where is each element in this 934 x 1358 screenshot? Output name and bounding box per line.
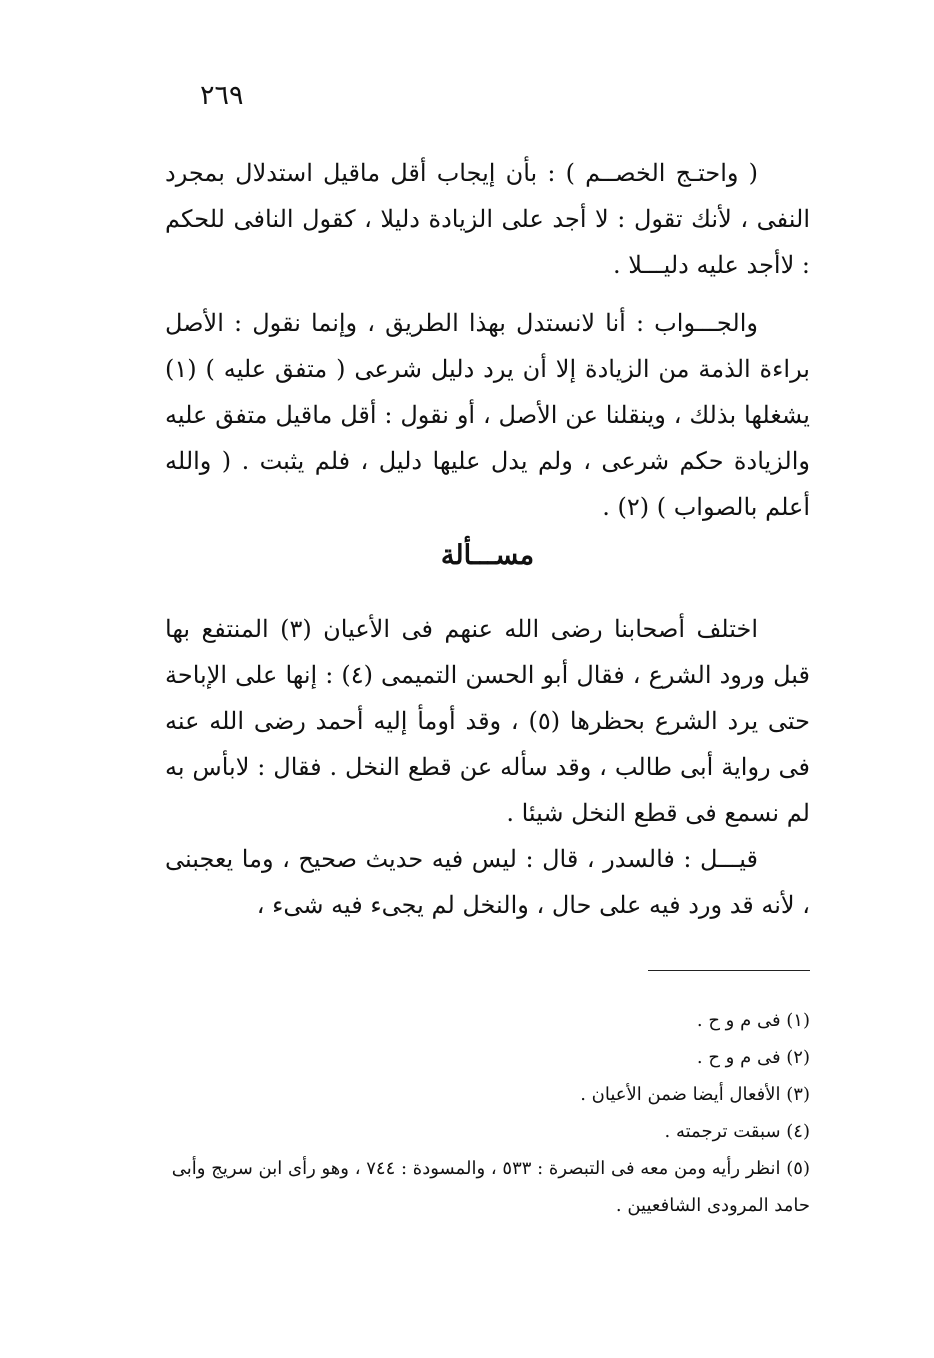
page-number: ٢٦٩	[200, 80, 244, 111]
paragraph-text	[165, 300, 810, 530]
paragraph-body: اختلف أصحابنا رضى الله عنهم فى الأعيان (٣) المنتفع بها قبل ورود الشرع ، فقال أبو الحسن التميمى (٤) : إنها على الإباحة حتى يرد الشرع بحظرها (٥) ، وقد أومأ إليه أحمد رضى الله عنه فى رواية أبى طالب ، وقد سأله عن قطع النخل . فقال : لابأس به لم نسمع فى قطع النخل شيئا .	[165, 615, 811, 827]
paragraph-text	[165, 836, 810, 928]
footnotes	[165, 1002, 810, 1224]
footnote-5: (٥) انظر رأيه ومن معه فى التبصرة : ٥٣٣ ، والمسودة : ٧٤٤ ، وهو رأى ابن سريج وأبى حامد المرودى الشافعيين .	[171, 1158, 810, 1216]
footnote-4: (٤) سبقت ترجمته .	[664, 1121, 810, 1142]
paragraph-body: والجـــواب : أنا لانستدل بهذا الطريق ، وإنما نقول : الأصل براءة الذمة من الزيادة إلا أن يرد دليل شرعى ( متفق عليه ) (١) يشغلها بذلك ، وينقلنا عن الأصل ، أو نقول : أقل ماقيل متفق عليه والزيادة حكم شرعى ، ولم يدل عليها دليل ، فلم يثبت . ( والله أعلم بالصواب ) (٢) .	[165, 309, 810, 521]
footnote-3: (٣) الأفعال أيضا ضمن الأعيان .	[580, 1084, 810, 1105]
paragraph-continuation	[165, 836, 810, 928]
paragraph-text	[165, 150, 810, 288]
footnote-2: (٢) فى م و ح .	[696, 1047, 810, 1068]
section-title: مســـألة	[440, 540, 535, 571]
paragraph-issue-statement	[165, 606, 810, 836]
paragraph-body: ( واحتـج الخصــم ) : بأن إيجاب أقل ماقيل استدلال بمجرد النفى ، لأنك تقول : لا أجد على الزيادة دليلا ، كقول النافى للحكم : لاأجد عليه دليـــلا .	[165, 159, 811, 279]
footnote-1: (١) فى م و ح .	[696, 1010, 810, 1031]
paragraph-response	[165, 300, 810, 530]
paragraph-body: قيـــل : فالسدر ، قال : ليس فيه حديث صحيح ، وما يعجبنى ، لأنه قد ورد فيه على حال ، والنخل لم يجىء فيه شىء ،	[165, 845, 810, 919]
paragraph-opponent-argument	[165, 150, 810, 288]
paragraph-text	[165, 606, 810, 836]
footnote-separator	[648, 970, 810, 971]
